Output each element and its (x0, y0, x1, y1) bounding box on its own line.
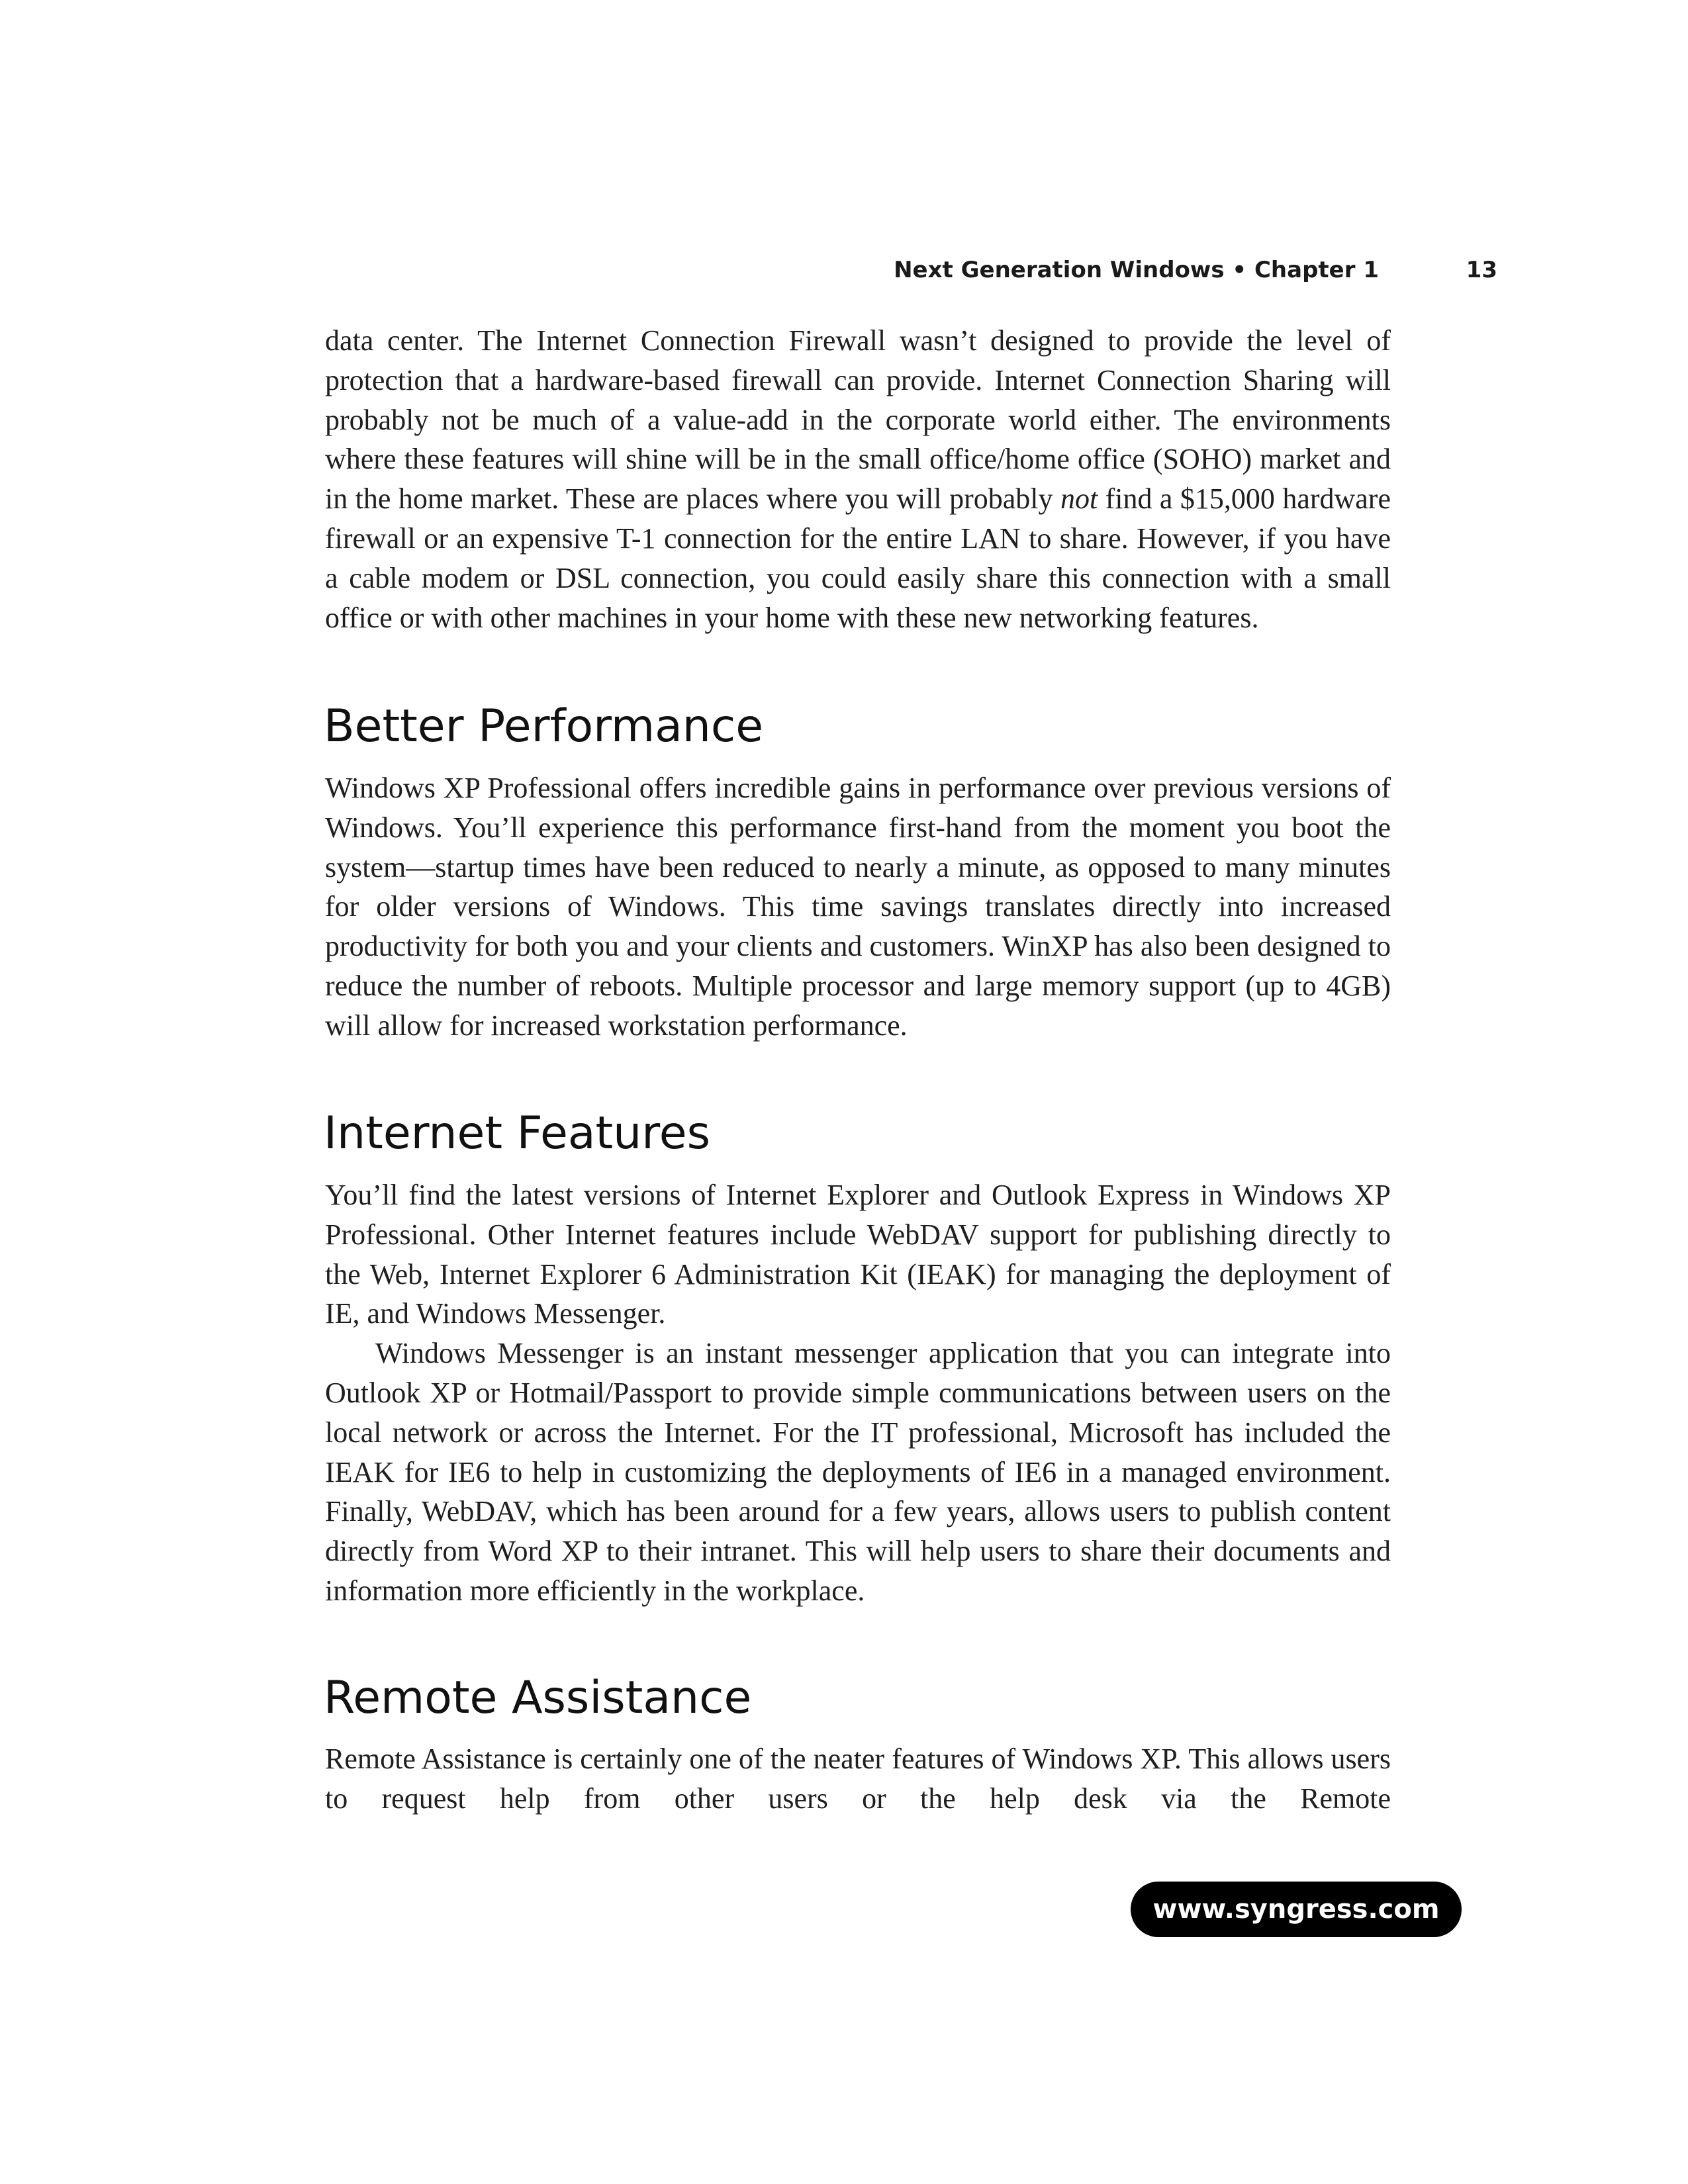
intro-text-block (325, 321, 1391, 637)
remote-assistance-text-block (325, 1739, 1391, 1819)
running-head (861, 250, 1509, 290)
internet-features-text-block (325, 1175, 1391, 1611)
section-heading-better-performance: Better Performance (324, 700, 764, 752)
remote-assistance-paragraph: Remote Assistance is certainly one of the neater features of Windows XP. This allows users to request help from other users or the help desk via the Remote (325, 1743, 1391, 1815)
better-performance-paragraph: Windows XP Professional offers incredible gains in performance over previous versions of Windows. You’ll experience this performance first-hand from the moment you boot the system—startup times have been reduced to nearly a minute, as opposed to many minutes for older versions of Windows. This time savings translates directly into increased productivity for both you and your clients and customers. WinXP has also been designed to reduce the number of reboots. Multiple processor and large memory support (up to 4GB) will allow for increased workstation performance. (325, 772, 1391, 1042)
intro-emphasis: not (1060, 482, 1098, 516)
running-head-title: Next Generation Windows • Chapter 1 (894, 257, 1379, 283)
section-heading-remote-assistance: Remote Assistance (324, 1672, 752, 1724)
internet-features-paragraph-1: You’ll find the latest versions of Internet Explorer and Outlook Express in Windows XP Professional. Other Internet features include WebDAV support for publishing directly to the Web, Internet Explorer 6 Administration Kit (IEAK) for managing the deployment of IE, and Windows Messenger. (325, 1179, 1391, 1330)
publisher-url-badge: www.syngress.com (1131, 1882, 1462, 1937)
internet-features-paragraph-2: Windows Messenger is an instant messenger application that you can integrate into Outlook XP or Hotmail/Passport to provide simple communications between users on the local network or across the Internet. For the IT professional, Microsoft has included the IEAK for IE6 to help in customizing the deployments of IE6 in a managed environment. Finally, WebDAV, which has been around for a few years, allows users to publish content directly from Word XP to their intranet. This will help users to share their documents and information more efficiently in the workplace. (325, 1337, 1391, 1607)
section-heading-internet-features: Internet Features (324, 1107, 711, 1160)
intro-text-after: find a $15,000 hardware firewall or an expensive T-1 connection for the entire LAN to share. However, if you have a cable modem or DSL connection, you could easily share this connection with a small office or with other machines in your home with these new networking features. (325, 482, 1391, 634)
intro-text-before: data center. The Internet Connection Firewall wasn’t designed to provide the level of protection that a hardware-based firewall can provide. Internet Connection Sharing will probably not be much of a value-add in the corporate world either. The environments where these features will shine will be in the small office/home office (SOHO) market and in the home market. These are places where you will probably (325, 324, 1391, 516)
better-performance-text-block (325, 768, 1391, 1046)
page-number: 13 (1466, 257, 1497, 283)
intro-paragraph (325, 321, 1391, 637)
